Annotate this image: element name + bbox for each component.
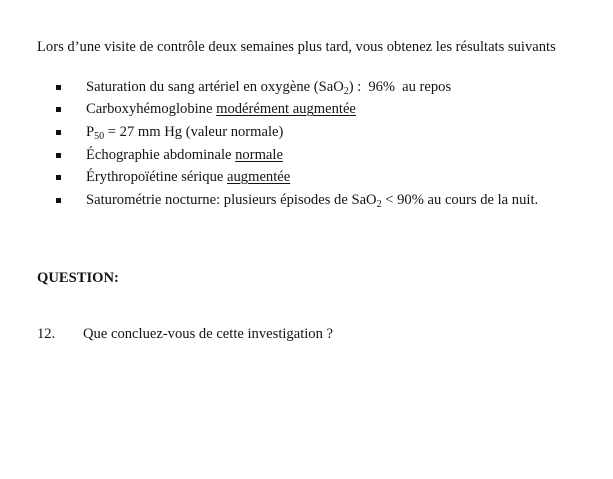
subscript: 2 xyxy=(376,198,382,210)
result-echography xyxy=(86,147,283,164)
result-text: P xyxy=(86,123,95,140)
result-nocturnal-oximetry xyxy=(86,192,538,209)
result-text: < 90% au cours de la nuit. xyxy=(381,191,539,208)
subscript: 50 xyxy=(94,130,105,142)
subscript: 2 xyxy=(343,85,349,97)
result-emphasis: normale xyxy=(235,146,283,163)
bullet-icon xyxy=(56,107,61,112)
result-value: 96% xyxy=(368,78,396,95)
result-text: Saturation du sang artériel en oxygène (SaO xyxy=(86,78,344,95)
bullet-icon xyxy=(56,85,61,90)
list-item xyxy=(56,189,538,212)
result-carboxyhemoglobin xyxy=(86,101,356,118)
result-text: au repos xyxy=(402,78,452,95)
bullet-icon xyxy=(56,175,61,180)
results-list xyxy=(56,76,538,212)
result-emphasis: modérément augmentée xyxy=(216,101,356,118)
result-text: ) : xyxy=(348,78,362,95)
list-item xyxy=(56,166,538,189)
bullet-icon xyxy=(56,130,61,135)
question-heading: QUESTION: xyxy=(37,270,119,286)
list-item xyxy=(56,76,538,99)
result-erythropoietin xyxy=(86,169,290,186)
result-sao2-rest xyxy=(86,79,451,96)
bullet-icon xyxy=(56,153,61,158)
list-item xyxy=(56,121,538,144)
list-item xyxy=(56,99,538,122)
question-text: Que concluez-vous de cette investigation ? xyxy=(83,326,334,342)
list-item xyxy=(56,144,538,167)
result-text: Échographie abdominale xyxy=(86,146,236,163)
question-number: 12. xyxy=(37,326,56,342)
question xyxy=(37,326,333,343)
bullet-icon xyxy=(56,198,61,203)
intro-text: Lors d’une visite de contrôle deux semaines plus tard, vous obtenez les résultats suivants xyxy=(37,39,556,55)
result-text: = 27 mm Hg (valeur normale) xyxy=(104,123,284,140)
result-p50 xyxy=(86,124,283,141)
result-text: Saturométrie nocturne: plusieurs épisodes de SaO xyxy=(86,191,377,208)
result-text: Érythropoïétine sérique xyxy=(86,169,228,186)
result-emphasis: augmentée xyxy=(227,169,291,186)
result-text: Carboxyhémoglobine xyxy=(86,101,217,118)
